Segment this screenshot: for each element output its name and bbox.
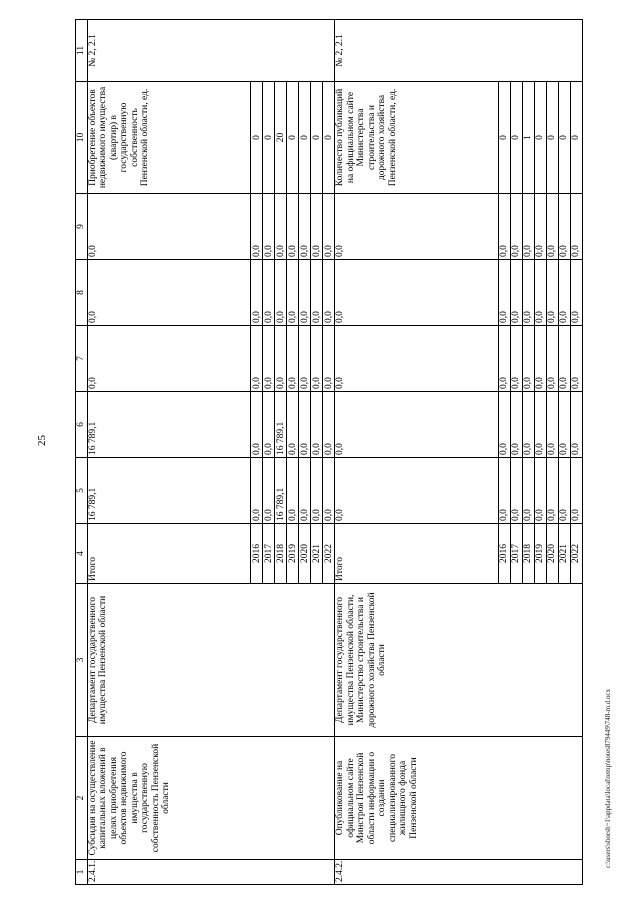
year-value: 0,0 bbox=[571, 392, 583, 458]
year-value: 0,0 bbox=[571, 458, 583, 524]
year-value: 0,0 bbox=[535, 260, 547, 326]
indicator-ref: № 2, 2.1 bbox=[87, 20, 335, 82]
year-value: 0,0 bbox=[511, 260, 523, 326]
total-value: 0,0 bbox=[335, 458, 499, 524]
year-value: 0,0 bbox=[263, 392, 275, 458]
total-label: Итого bbox=[87, 524, 251, 584]
header-cell: 2 bbox=[76, 737, 88, 860]
activity-number: 2.4.2. bbox=[335, 860, 583, 885]
year-value: 0,0 bbox=[511, 194, 523, 260]
year-value: 0,0 bbox=[323, 194, 335, 260]
year-value: 0,0 bbox=[571, 194, 583, 260]
year-value: 0,0 bbox=[251, 260, 263, 326]
year-value: 0,0 bbox=[323, 458, 335, 524]
year-value: 0,0 bbox=[299, 458, 311, 524]
total-value: 0,0 bbox=[335, 392, 499, 458]
year-cell: 2019 bbox=[535, 524, 547, 584]
year-value: 0,0 bbox=[535, 326, 547, 392]
year-value: 0,0 bbox=[287, 194, 299, 260]
year-cell: 2021 bbox=[559, 524, 571, 584]
year-value: 0,0 bbox=[287, 392, 299, 458]
header-cell: 9 bbox=[76, 194, 88, 260]
total-value: 0,0 bbox=[87, 260, 251, 326]
year-value: 0,0 bbox=[311, 326, 323, 392]
year-value: 0,0 bbox=[275, 260, 287, 326]
indicator-name: Количество публикаций на официальном сайте Министерства строительства и дорожного хозяйства Пензенской области, ед. bbox=[335, 82, 499, 194]
year-cell: 2017 bbox=[511, 524, 523, 584]
indicator-value: 1 bbox=[523, 82, 535, 194]
year-value: 0,0 bbox=[499, 260, 511, 326]
total-value: 0,0 bbox=[335, 260, 499, 326]
activity-executor: Департамент государственного имущества Пензенской области bbox=[87, 584, 335, 737]
year-value: 0,0 bbox=[511, 326, 523, 392]
activity-total-row bbox=[87, 20, 251, 885]
year-value: 0,0 bbox=[251, 392, 263, 458]
year-cell: 2018 bbox=[523, 524, 535, 584]
year-value: 0,0 bbox=[559, 194, 571, 260]
year-value: 0,0 bbox=[311, 260, 323, 326]
year-cell: 2021 bbox=[311, 524, 323, 584]
indicator-value: 0 bbox=[547, 82, 559, 194]
year-value: 0,0 bbox=[535, 458, 547, 524]
header-cell: 11 bbox=[76, 20, 88, 82]
year-value: 0,0 bbox=[511, 458, 523, 524]
header-cell: 3 bbox=[76, 584, 88, 737]
indicator-ref: № 2, 2.1 bbox=[335, 20, 583, 82]
year-value: 0,0 bbox=[263, 260, 275, 326]
year-value: 0,0 bbox=[523, 458, 535, 524]
indicator-name: Приобретение объектов недвижимого имущества (квартир) в государственную собственность Пензенской области, ед. bbox=[87, 82, 251, 194]
year-cell: 2022 bbox=[323, 524, 335, 584]
year-value: 0,0 bbox=[559, 392, 571, 458]
year-value: 0,0 bbox=[323, 392, 335, 458]
year-value: 0,0 bbox=[263, 326, 275, 392]
year-value: 0,0 bbox=[251, 458, 263, 524]
header-cell: 8 bbox=[76, 260, 88, 326]
total-value: 0,0 bbox=[335, 326, 499, 392]
year-value: 0,0 bbox=[499, 458, 511, 524]
total-value: 16 789,1 bbox=[87, 392, 251, 458]
indicator-value: 0 bbox=[511, 82, 523, 194]
year-value: 0,0 bbox=[547, 194, 559, 260]
year-value: 0,0 bbox=[547, 326, 559, 392]
year-value: 0,0 bbox=[559, 260, 571, 326]
indicator-value: 0 bbox=[299, 82, 311, 194]
year-value: 0,0 bbox=[559, 458, 571, 524]
year-value: 0,0 bbox=[299, 260, 311, 326]
year-value: 0,0 bbox=[299, 392, 311, 458]
year-value: 0,0 bbox=[251, 326, 263, 392]
year-value: 0,0 bbox=[499, 326, 511, 392]
total-value: 16 789,1 bbox=[87, 458, 251, 524]
activity-executor: Департамент государственного имущества Пензенской области, Министерство строительства и дорожного хозяйства Пензенской области bbox=[335, 584, 583, 737]
indicator-value: 0 bbox=[311, 82, 323, 194]
header-cell: 6 bbox=[76, 392, 88, 458]
year-cell: 2018 bbox=[275, 524, 287, 584]
year-value: 0,0 bbox=[571, 326, 583, 392]
year-value: 0,0 bbox=[275, 194, 287, 260]
activity-total-row bbox=[335, 20, 499, 885]
year-value: 0,0 bbox=[523, 260, 535, 326]
activity-number: 2.4.1. bbox=[87, 860, 335, 885]
year-cell: 2017 bbox=[263, 524, 275, 584]
indicator-value: 0 bbox=[571, 82, 583, 194]
year-value: 0,0 bbox=[275, 326, 287, 392]
indicator-value: 0 bbox=[263, 82, 275, 194]
table-body bbox=[76, 20, 583, 885]
year-cell: 2016 bbox=[499, 524, 511, 584]
activity-name: Субсидия на осуществление капитальных вложений в целях приобретения объектов недвижимого имущества в государственную собственность Пензенской области bbox=[87, 737, 335, 860]
year-value: 0,0 bbox=[323, 260, 335, 326]
year-value: 0,0 bbox=[263, 194, 275, 260]
year-value: 0,0 bbox=[547, 392, 559, 458]
year-value: 0,0 bbox=[511, 392, 523, 458]
year-value: 0,0 bbox=[523, 194, 535, 260]
file-path: c:\users\sborsh~1\appdata\local\temp\notes879449\748-m.d.ocx bbox=[604, 688, 612, 868]
year-cell: 2020 bbox=[299, 524, 311, 584]
year-value: 0,0 bbox=[499, 194, 511, 260]
header-cell: 5 bbox=[76, 458, 88, 524]
indicator-value: 20 bbox=[275, 82, 287, 194]
year-cell: 2022 bbox=[571, 524, 583, 584]
header-row bbox=[76, 20, 88, 885]
total-value: 0,0 bbox=[87, 326, 251, 392]
activity-name: Опубликование на официальном сайте Минстроя Пензенской области информации о создании специализированного жилищного фонда Пензенской области bbox=[335, 737, 583, 860]
indicator-value: 0 bbox=[251, 82, 263, 194]
total-label: Итого bbox=[335, 524, 499, 584]
year-value: 0,0 bbox=[547, 458, 559, 524]
year-cell: 2016 bbox=[251, 524, 263, 584]
year-value: 0,0 bbox=[523, 392, 535, 458]
year-value: 0,0 bbox=[311, 458, 323, 524]
year-value: 16 789,1 bbox=[275, 392, 287, 458]
year-value: 0,0 bbox=[311, 194, 323, 260]
indicator-value: 0 bbox=[499, 82, 511, 194]
indicator-value: 0 bbox=[535, 82, 547, 194]
header-cell: 1 bbox=[76, 860, 88, 885]
total-value: 0,0 bbox=[335, 194, 499, 260]
year-value: 0,0 bbox=[523, 326, 535, 392]
year-value: 0,0 bbox=[287, 326, 299, 392]
year-cell: 2019 bbox=[287, 524, 299, 584]
year-value: 0,0 bbox=[559, 326, 571, 392]
year-value: 0,0 bbox=[263, 458, 275, 524]
header-cell: 4 bbox=[76, 524, 88, 584]
indicator-value: 0 bbox=[323, 82, 335, 194]
year-value: 0,0 bbox=[299, 326, 311, 392]
year-value: 0,0 bbox=[251, 194, 263, 260]
year-value: 0,0 bbox=[299, 194, 311, 260]
indicator-value: 0 bbox=[559, 82, 571, 194]
header-cell: 7 bbox=[76, 326, 88, 392]
year-value: 0,0 bbox=[287, 260, 299, 326]
year-value: 0,0 bbox=[547, 260, 559, 326]
year-value: 0,0 bbox=[311, 392, 323, 458]
year-value: 0,0 bbox=[535, 194, 547, 260]
year-cell: 2020 bbox=[547, 524, 559, 584]
year-value: 0,0 bbox=[535, 392, 547, 458]
year-value: 0,0 bbox=[571, 260, 583, 326]
year-value: 0,0 bbox=[287, 458, 299, 524]
rotated-table-wrapper bbox=[75, 20, 583, 885]
year-value: 0,0 bbox=[323, 326, 335, 392]
header-cell: 10 bbox=[76, 82, 88, 194]
year-value: 16 789,1 bbox=[275, 458, 287, 524]
year-value: 0,0 bbox=[499, 392, 511, 458]
total-value: 0,0 bbox=[87, 194, 251, 260]
page-number: 25 bbox=[36, 435, 48, 446]
program-activities-table bbox=[75, 19, 583, 885]
indicator-value: 0 bbox=[287, 82, 299, 194]
